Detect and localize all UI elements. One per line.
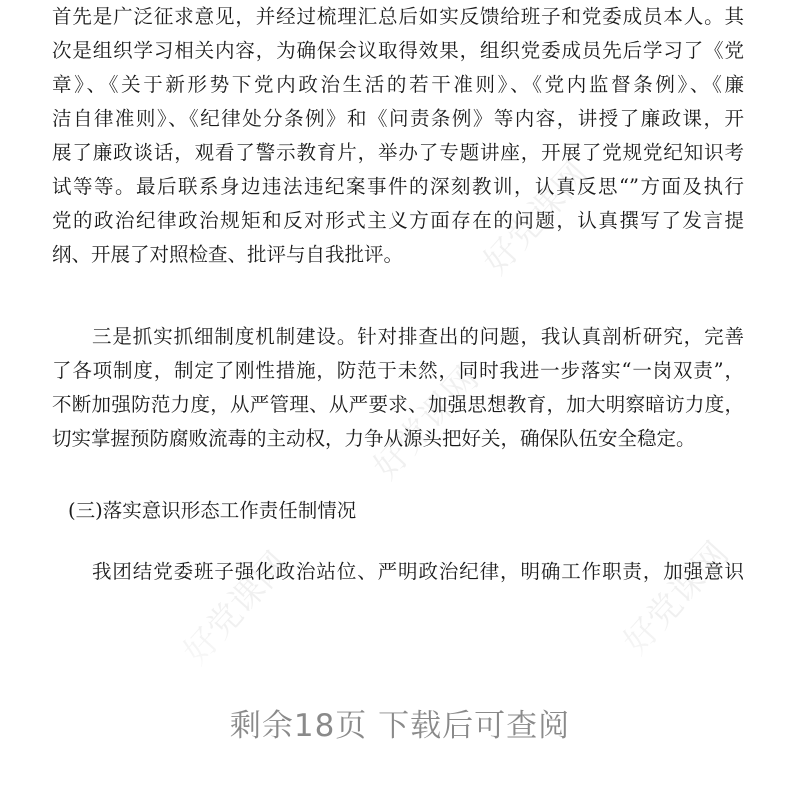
watermark: 好党课网	[365, 359, 487, 488]
text-line: 切实掌握预防腐败流毒的主动权，力争从源头把好关，确保队伍安全稳定。	[52, 427, 696, 450]
watermark: 好党课网	[615, 534, 737, 663]
text-line: 三是抓实抓细制度机制建设。针对排查出的问题，我认真剖析研究，完善	[92, 325, 744, 348]
text-line: 洁自律准则》、《纪律处分条例》和《问责条例》等内容，讲授了廉政课，开	[52, 107, 744, 130]
text-line: 章》、《关于新形势下党内政治生活的若干准则》、《党内监督条例》、《廉	[52, 73, 744, 96]
text-line: 首先是广泛征求意见，并经过梳理汇总后如实反馈给班子和党委成员本人。其	[52, 5, 744, 28]
text-line: 次是组织学习相关内容，为确保会议取得效果，组织党委成员先后学习了《党	[52, 39, 744, 62]
text-line: 展了廉政谈话，观看了警示教育片，举办了专题讲座，开展了党规党纪知识考	[52, 141, 744, 164]
text-line: 试等等。最后联系身边违法违纪案事件的深刻教训，认真反思“”方面及执行	[52, 175, 744, 198]
text-line: 党的政治纪律政治规矩和反对形式主义方面存在的问题，认真撰写了发言提	[52, 209, 744, 232]
watermark: 好党课网	[175, 544, 297, 673]
remaining-pages-banner[interactable]: 剩余18页 下载后可查阅	[229, 708, 571, 744]
text-line: 我团结党委班子强化政治站位、严明政治纪律，明确工作职责，加强意识	[92, 560, 744, 583]
section-heading: (三)落实意识形态工作责任制情况	[68, 499, 357, 522]
text-line: 纲、开展了对照检查、批评与自我批评。	[52, 243, 404, 266]
watermark: 好党课网	[475, 154, 597, 283]
text-line: 不断加强防范力度，从严管理、从严要求、加强思想教育，加大明察暗访力度，	[52, 393, 744, 416]
text-line: 了各项制度，制定了刚性措施，防范于未然，同时我进一步落实“一岗双责”，	[52, 359, 744, 382]
fade-overlay	[0, 620, 800, 700]
